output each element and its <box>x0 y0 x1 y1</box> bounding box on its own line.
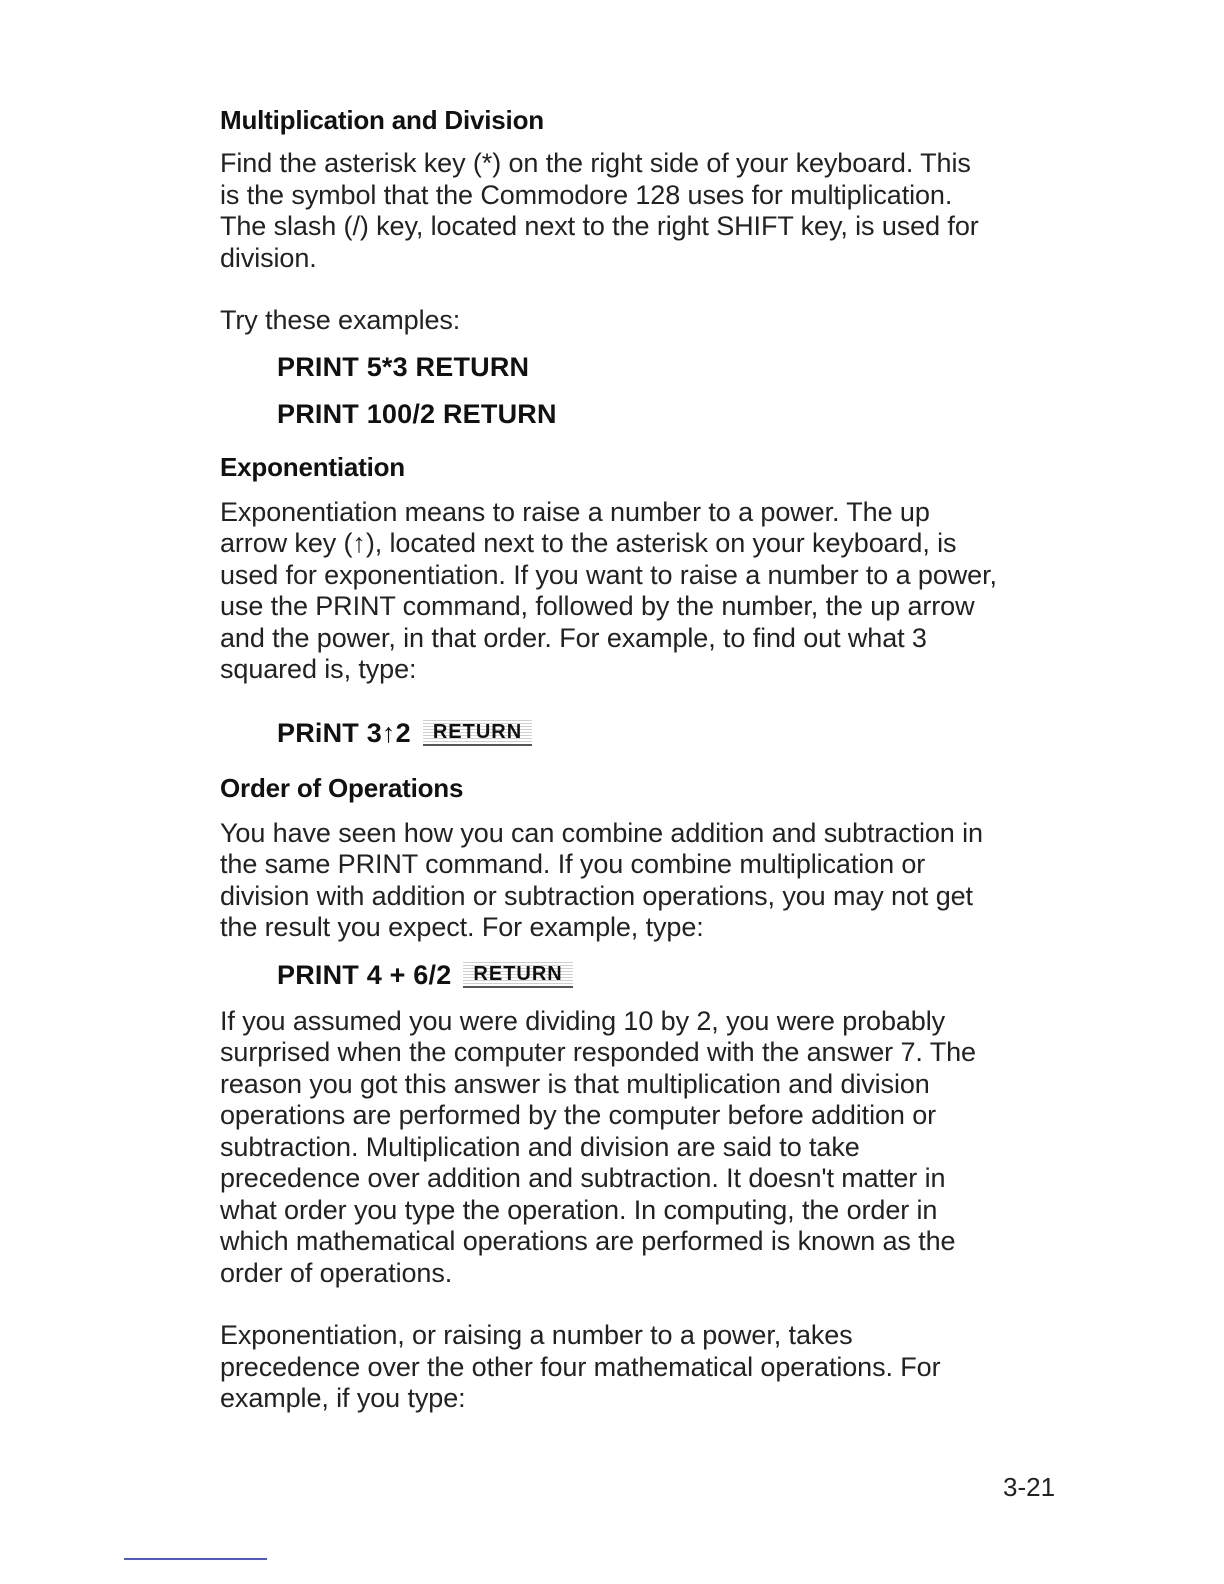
paragraph-mult-div: Find the asterisk key (*) on the right side of your keyboard. This is the symbol that the Commodore 128 uses for multiplication. The slash (/) key, located next to the right SHIFT key, is used for division. <box>220 148 979 273</box>
command-text: PRINT 4 + 6/2 <box>277 959 452 990</box>
page-number: 3-21 <box>1003 1472 1056 1502</box>
command-example-order <box>277 958 1060 992</box>
command-example-multiply <box>277 350 1060 384</box>
return-key-icon: RETURN <box>423 720 532 746</box>
manual-page <box>220 104 1060 1415</box>
heading-exponentiation: Exponentiation <box>220 451 405 482</box>
footer-divider <box>124 1558 267 1560</box>
paragraph-order-ops-intro: You have seen how you can combine addition and subtraction in the same PRINT command. If you combine multiplication or division with addition or subtraction operations, you may not get the result you expect. For example, type: <box>220 817 983 942</box>
heading-multiplication-division: Multiplication and Division <box>220 105 544 135</box>
command-text: PRiNT 3↑2 <box>277 717 411 748</box>
paragraph-try-examples: Try these examples: <box>220 305 461 335</box>
heading-order-of-operations: Order of Operations <box>220 772 464 803</box>
command-text: PRINT 5*3 RETURN <box>277 351 530 382</box>
command-example-divide <box>277 397 1060 431</box>
command-example-power <box>277 716 1060 750</box>
paragraph-exponentiation-precedence: Exponentiation, or raising a number to a power, takes precedence over the other four mathematical operations. For example, if you type: <box>220 1320 941 1413</box>
paragraph-order-ops-explanation: If you assumed you were dividing 10 by 2, you were probably surprised when the computer responded with the answer 7. The reason you got this answer is that multiplication and division operations are performed by the computer before addition or subtraction. Multiplication and division are said to take precedence over addition and subtraction. It doesn't matter in what order you type the operation. In computing, the order in which mathematical operations are performed is known as the order of operations. <box>220 1005 976 1288</box>
paragraph-exponentiation: Exponentiation means to raise a number to a power. The up arrow key (↑), located next to the asterisk on your keyboard, is used for exponentiation. If you want to raise a number to a power, use the PRINT command, followed by the number, the up arrow and the power, in that order. For example, to find out what 3 squared is, type: <box>220 496 997 684</box>
command-text: PRINT 100/2 RETURN <box>277 398 557 429</box>
return-key-icon: RETURN <box>463 962 572 988</box>
